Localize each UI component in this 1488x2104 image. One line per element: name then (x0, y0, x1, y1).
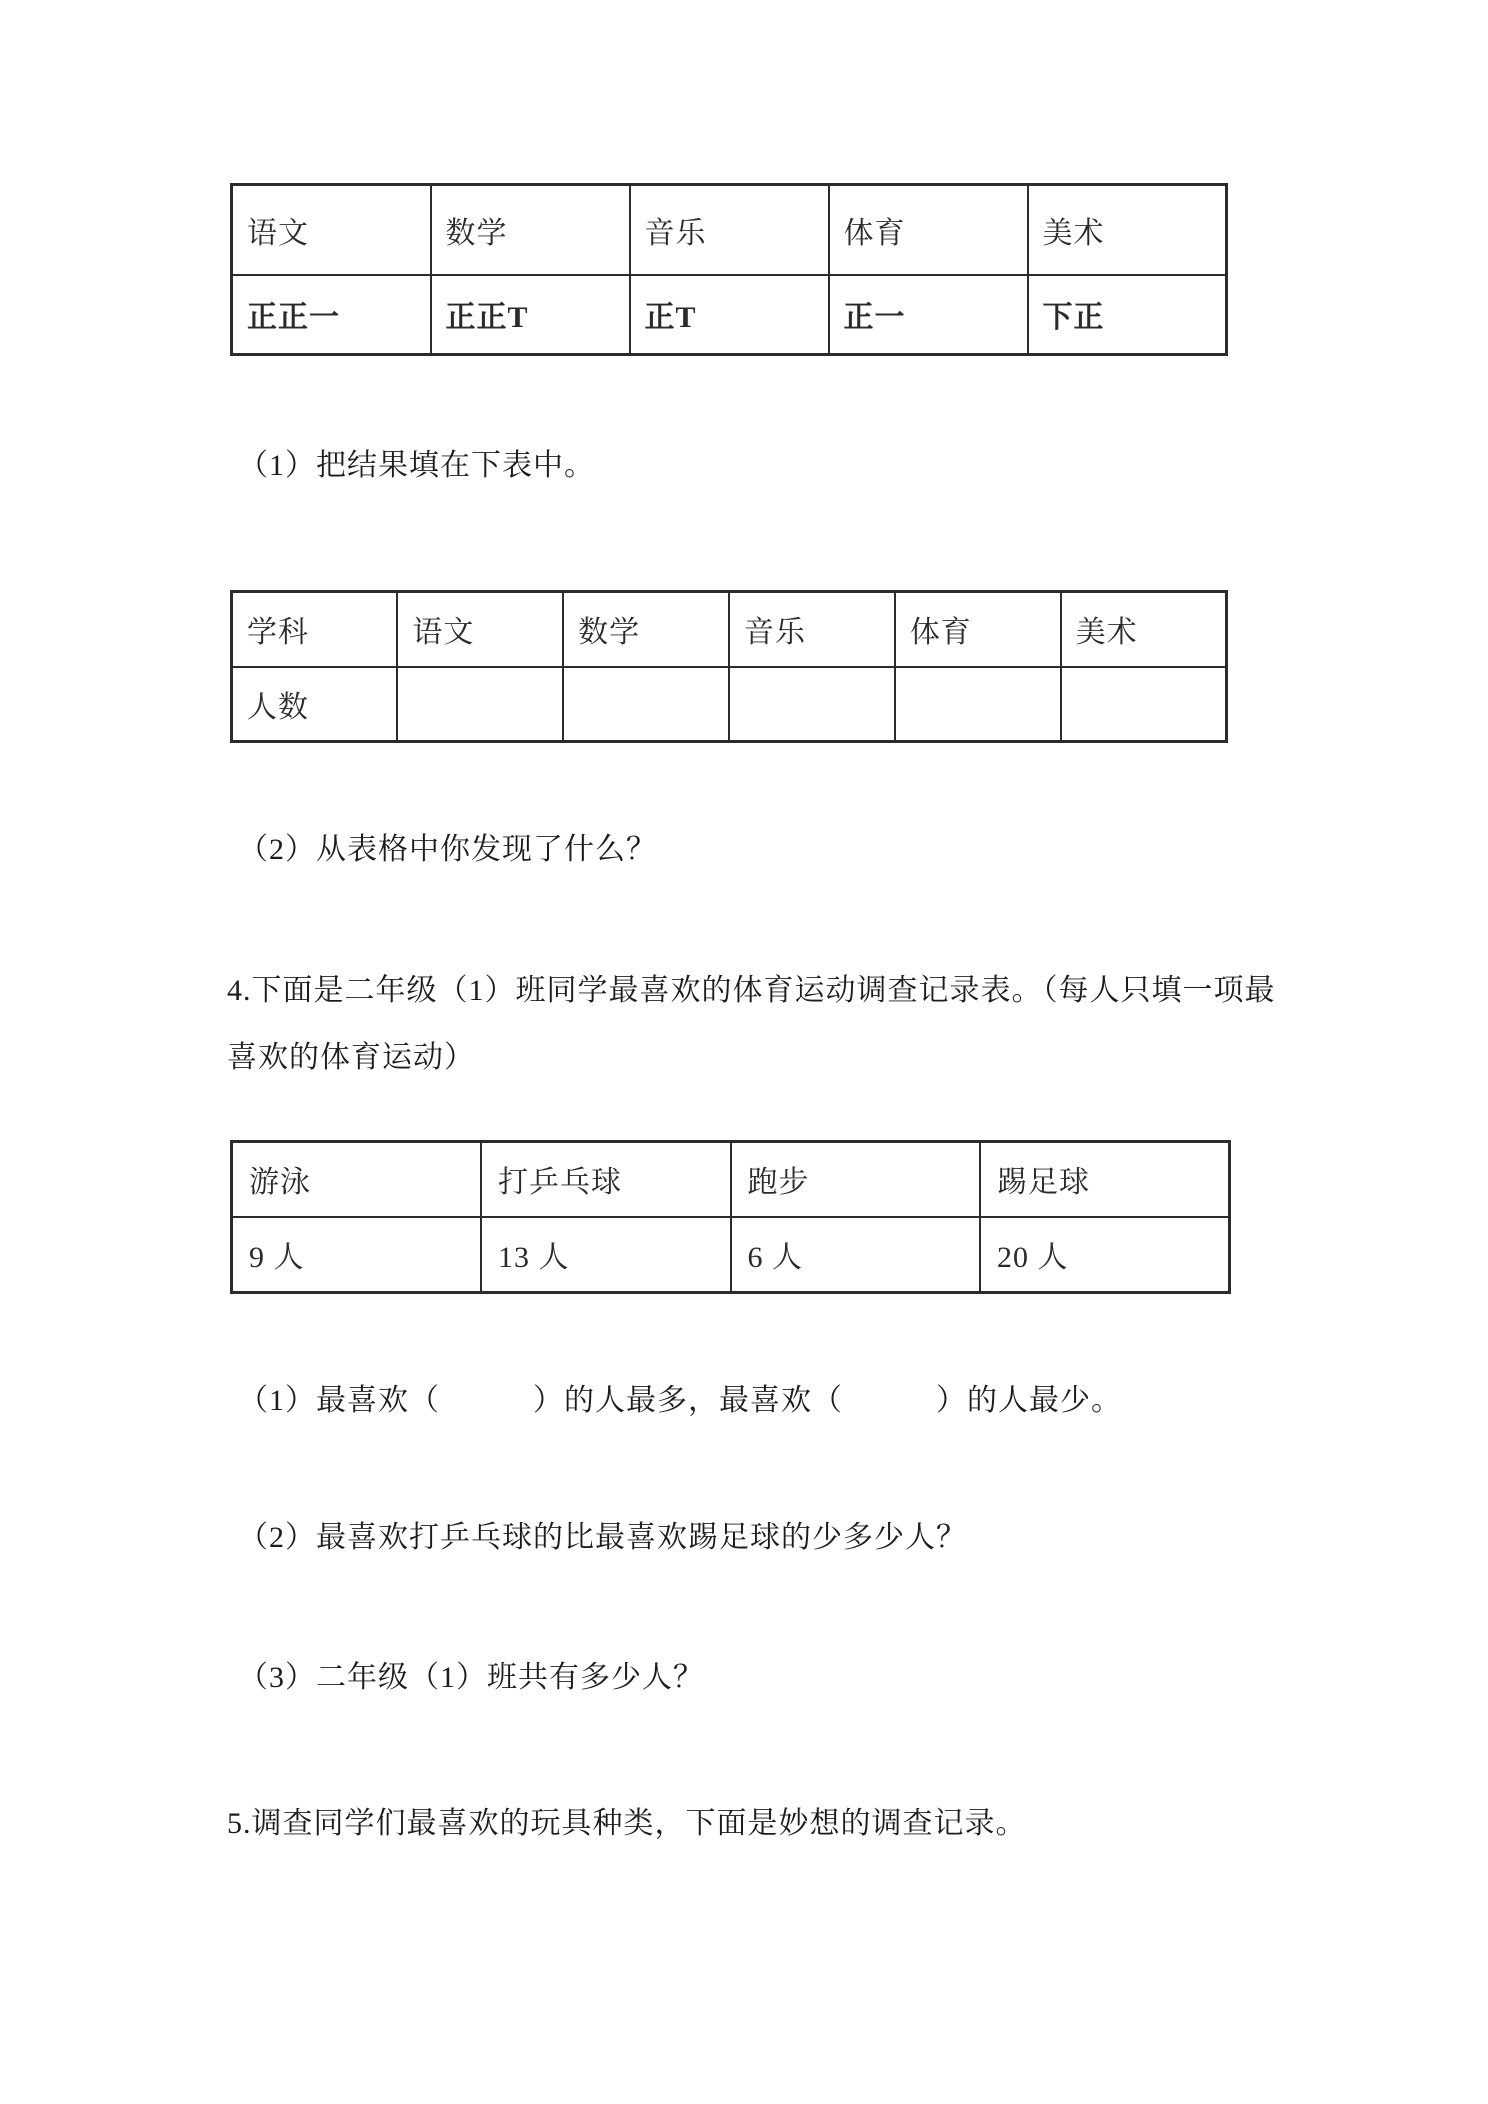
sports-header-cell: 跑步 (731, 1142, 981, 1217)
empty-answer-cell (1061, 667, 1227, 742)
tally-table-header-row (232, 185, 1227, 275)
sports-count-cell: 9 人 (232, 1217, 482, 1293)
result-fill-table (230, 590, 1228, 743)
question-4-part-3: （3）二年级（1）班共有多少人？ (238, 1661, 704, 1694)
sports-count-cell: 6 人 (731, 1217, 981, 1293)
tally-marks-cell: 下正 (1028, 275, 1227, 355)
question-4-intro-line-1: 4.下面是二年级（1）班同学最喜欢的体育运动调查记录表。（每人只填一项最 (227, 974, 1276, 1007)
result-table-header-cell: 数学 (563, 592, 729, 667)
result-table-header-cell: 体育 (895, 592, 1061, 667)
tally-table-header-cell: 数学 (431, 185, 630, 275)
result-table-corner-cell: 学科 (232, 592, 398, 667)
sports-table-header-row (232, 1142, 1230, 1217)
empty-answer-cell (397, 667, 563, 742)
tally-table-header-cell: 语文 (232, 185, 431, 275)
result-table-header-cell: 语文 (397, 592, 563, 667)
result-table-answer-row (232, 667, 1227, 742)
question-3-part-2: （2）从表格中你发现了什么？ (238, 833, 657, 866)
tally-table-marks-row (232, 275, 1227, 355)
sports-header-cell: 踢足球 (980, 1142, 1230, 1217)
result-table-header-cell: 美术 (1061, 592, 1227, 667)
question-4-intro-line-2: 喜欢的体育运动） (227, 1041, 475, 1074)
tally-record-table (230, 183, 1228, 356)
tally-marks-cell: 正一 (829, 275, 1028, 355)
result-table-header-cell: 音乐 (729, 592, 895, 667)
sports-count-cell: 13 人 (481, 1217, 731, 1293)
question-3-part-1: （1）把结果填在下表中。 (238, 449, 595, 482)
question-4-part-1: （1）最喜欢（ ）的人最多，最喜欢（ ）的人最少。 (238, 1384, 1122, 1417)
tally-table-header-cell: 音乐 (630, 185, 829, 275)
sports-count-cell: 20 人 (980, 1217, 1230, 1293)
empty-answer-cell (563, 667, 729, 742)
tally-marks-cell: 正正T (431, 275, 630, 355)
sports-header-cell: 游泳 (232, 1142, 482, 1217)
tally-marks-cell: 正正一 (232, 275, 431, 355)
question-4-part-2: （2）最喜欢打乒乓球的比最喜欢踢足球的少多少人？ (238, 1521, 967, 1554)
tally-marks-cell: 正T (630, 275, 829, 355)
empty-answer-cell (895, 667, 1061, 742)
sports-survey-table (230, 1140, 1231, 1294)
tally-table-header-cell: 体育 (829, 185, 1028, 275)
tally-table-header-cell: 美术 (1028, 185, 1227, 275)
sports-table-counts-row (232, 1217, 1230, 1293)
result-table-row-label-cell: 人数 (232, 667, 398, 742)
question-5-intro: 5.调查同学们最喜欢的玩具种类，下面是妙想的调查记录。 (227, 1807, 1027, 1840)
empty-answer-cell (729, 667, 895, 742)
result-table-header-row (232, 592, 1227, 667)
sports-header-cell: 打乒乓球 (481, 1142, 731, 1217)
